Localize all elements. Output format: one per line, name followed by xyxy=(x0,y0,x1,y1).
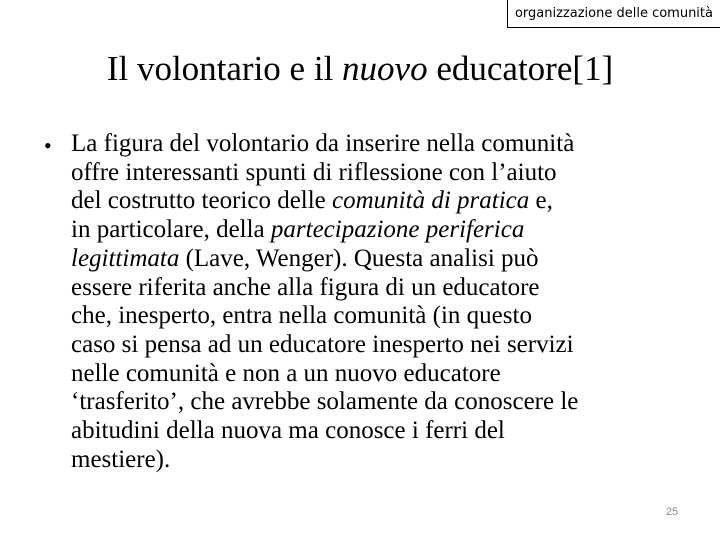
paragraph-line: che, inesperto, entra nella comunità (in questo xyxy=(71,302,532,330)
paragraph-line xyxy=(71,245,578,274)
paragraph-text: del costrutto teorico delle xyxy=(71,187,333,215)
paragraph-line: La figura del volontario da inserire nella comunità xyxy=(71,130,575,157)
title-part-2: educatore[1] xyxy=(427,49,614,88)
paragraph-text: (Lave, Wenger). Questa analisi può xyxy=(179,244,539,272)
paragraph-line xyxy=(71,216,578,245)
paragraph-line: essere riferita anche alla figura di un educatore xyxy=(71,273,540,301)
page-number: 25 xyxy=(665,506,679,518)
paragraph-line: offre interessanti spunti di riflessione con l’aiuto xyxy=(71,158,557,186)
paragraph-line: mestiere). xyxy=(71,445,171,473)
paragraph-line: nelle comunità e non a un nuovo educatore xyxy=(71,359,501,387)
paragraph-line: ‘trasferito’, che avrebbe solamente da conoscere le xyxy=(71,388,579,416)
title-italic-word: nuovo xyxy=(342,49,428,88)
slide-title xyxy=(0,46,720,92)
paragraph-text: in particolare, della xyxy=(71,216,271,244)
bullet-paragraph xyxy=(71,130,578,474)
section-header-tag: organizzazione delle comunità xyxy=(507,0,720,28)
paragraph-text: e, xyxy=(529,187,553,215)
italic-term: comunità di pratica xyxy=(332,187,530,215)
paragraph-line xyxy=(71,187,578,216)
bullet-glyph: • xyxy=(44,133,52,158)
italic-term: legittimata xyxy=(71,244,180,272)
paragraph-line: caso si pensa ad un educatore inesperto nei servizi xyxy=(71,330,574,358)
paragraph-line: abitudini della nuova ma conosce i ferri del xyxy=(71,417,505,445)
title-part-1: Il volontario e il xyxy=(106,49,343,88)
italic-term: partecipazione periferica xyxy=(270,216,525,244)
